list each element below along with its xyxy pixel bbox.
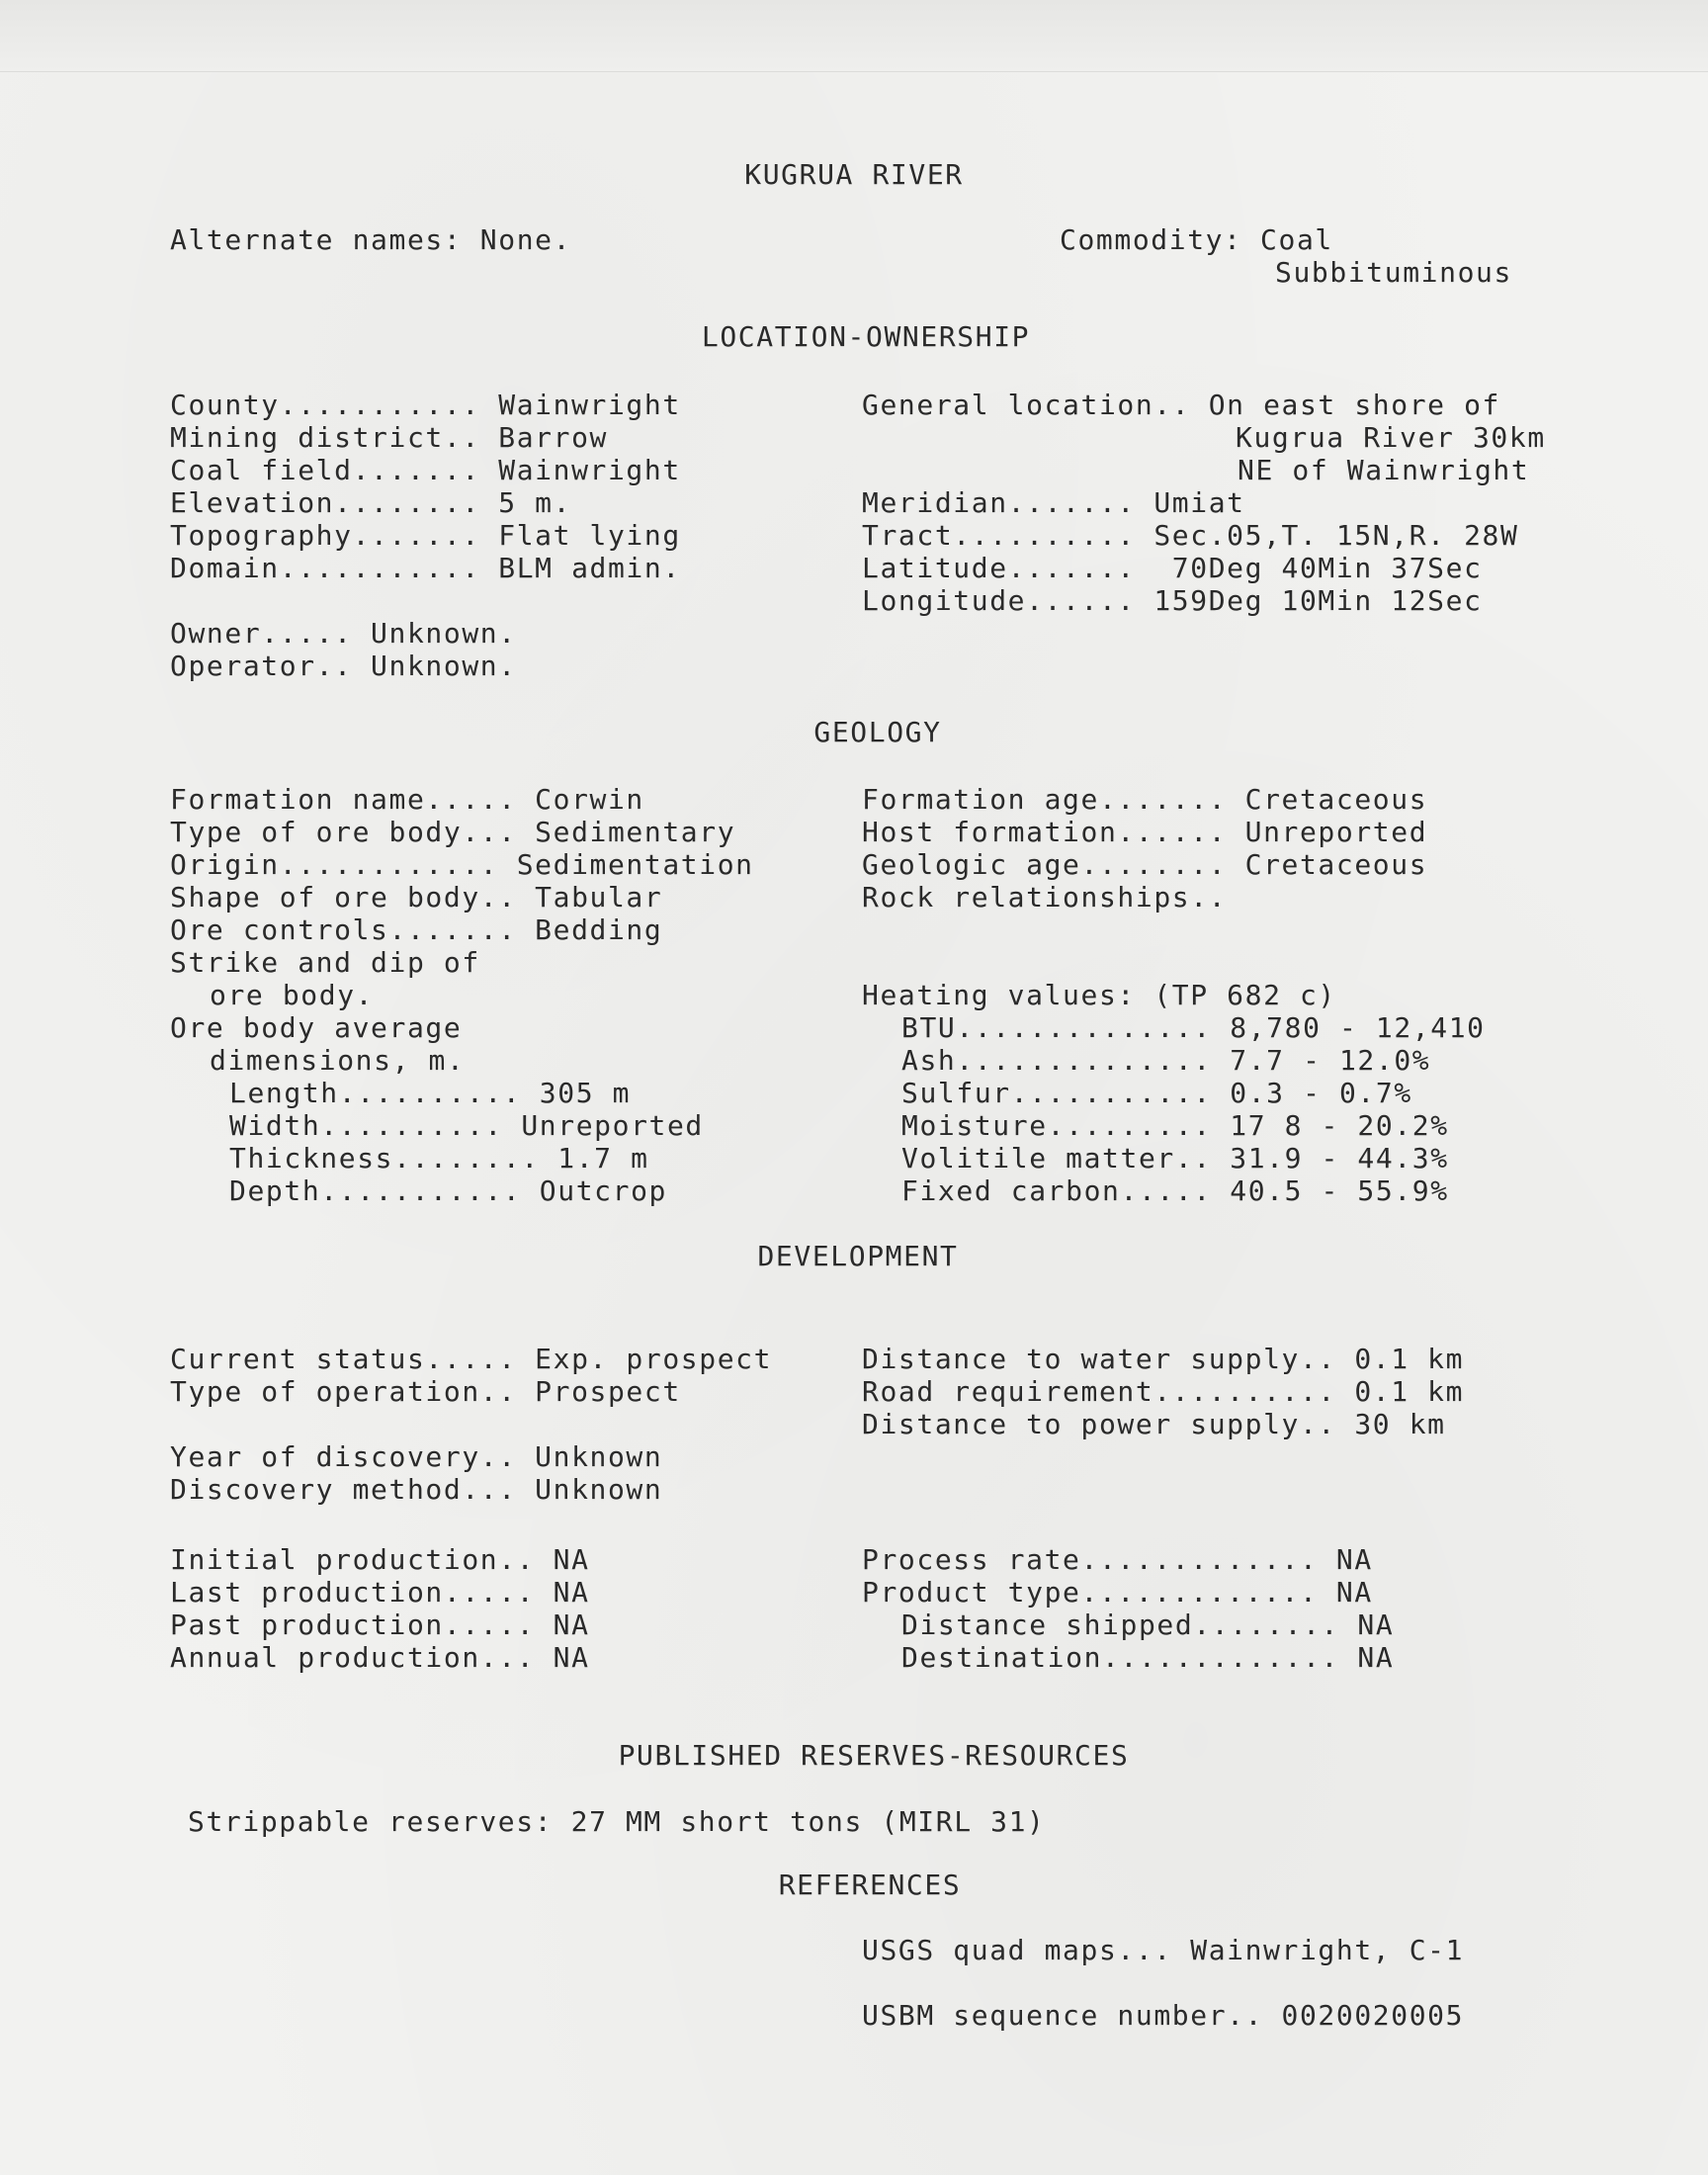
moisture: Moisture......... 17 8 - 20.2%: [901, 1109, 1449, 1142]
btu: BTU.............. 8,780 - 12,410: [901, 1011, 1486, 1044]
owner: Owner..... Unknown.: [170, 617, 517, 650]
current-status: Current status..... Exp. prospect: [170, 1343, 773, 1375]
usgs-quad-maps: USGS quad maps... Wainwright, C-1: [862, 1934, 1465, 1966]
formation-name: Formation name..... Corwin: [170, 783, 644, 816]
commodity: Commodity: Coal: [1060, 223, 1333, 256]
heating-values: Heating values: (TP 682 c): [862, 979, 1336, 1011]
host-formation: Host formation...... Unreported: [862, 816, 1428, 848]
origin: Origin............ Sedimentation: [170, 848, 754, 881]
mining-district: Mining district.. Barrow: [170, 421, 608, 454]
usbm-sequence-number: USBM sequence number.. 0020020005: [862, 1999, 1465, 2032]
length: Length.......... 305 m: [229, 1077, 632, 1109]
process-rate: Process rate............. NA: [862, 1543, 1373, 1576]
discovery-method: Discovery method... Unknown: [170, 1473, 663, 1506]
domain: Domain........... BLM admin.: [170, 552, 681, 584]
county: County........... Wainwright: [170, 389, 681, 421]
type-of-ore-body: Type of ore body... Sedimentary: [170, 816, 736, 848]
operator: Operator.. Unknown.: [170, 650, 517, 682]
general-location-line2: Kugrua River 30km: [1236, 421, 1546, 454]
thickness: Thickness........ 1.7 m: [229, 1142, 649, 1174]
topography: Topography....... Flat lying: [170, 519, 681, 552]
formation-age: Formation age....... Cretaceous: [862, 783, 1428, 816]
ore-controls: Ore controls....... Bedding: [170, 914, 663, 946]
section-heading-location: LOCATION-OWNERSHIP: [701, 320, 1031, 353]
distance-to-water-supply: Distance to water supply.. 0.1 km: [862, 1343, 1465, 1375]
general-location-line3: NE of Wainwright: [1238, 454, 1530, 486]
ore-body-dimensions: dimensions, m.: [210, 1044, 466, 1077]
geologic-age: Geologic age........ Cretaceous: [862, 848, 1428, 881]
strippable-reserves: Strippable reserves: 27 MM short tons (MIRL 31): [188, 1805, 1046, 1838]
strike-and-dip: Strike and dip of: [170, 946, 480, 979]
elevation: Elevation........ 5 m.: [170, 486, 572, 519]
distance-shipped: Distance shipped........ NA: [901, 1609, 1395, 1641]
page-title: KUGRUA RIVER: [744, 158, 964, 191]
latitude: Latitude....... 70Deg 40Min 37Sec: [862, 552, 1483, 584]
shape-of-ore-body: Shape of ore body.. Tabular: [170, 881, 663, 914]
distance-to-power-supply: Distance to power supply.. 30 km: [862, 1408, 1446, 1440]
last-production: Last production..... NA: [170, 1576, 590, 1609]
volatile-matter: Volitile matter.. 31.9 - 44.3%: [901, 1142, 1449, 1174]
commodity-type: Subbituminous: [1275, 256, 1512, 289]
past-production: Past production..... NA: [170, 1609, 590, 1641]
destination: Destination............. NA: [901, 1641, 1395, 1674]
sulfur: Sulfur........... 0.3 - 0.7%: [901, 1077, 1412, 1109]
section-heading-development: DEVELOPMENT: [757, 1240, 959, 1272]
depth: Depth........... Outcrop: [229, 1174, 667, 1207]
strike-and-dip-line2: ore body.: [210, 979, 375, 1011]
type-of-operation: Type of operation.. Prospect: [170, 1375, 681, 1408]
ore-body-average: Ore body average: [170, 1011, 463, 1044]
ash: Ash.............. 7.7 - 12.0%: [901, 1044, 1431, 1077]
initial-production: Initial production.. NA: [170, 1543, 590, 1576]
tract: Tract.......... Sec.05,T. 15N,R. 28W: [862, 519, 1519, 552]
rock-relationships: Rock relationships..: [862, 881, 1228, 914]
section-heading-reserves: PUBLISHED RESERVES-RESOURCES: [618, 1739, 1130, 1772]
section-heading-references: REFERENCES: [778, 1869, 962, 1901]
meridian: Meridian....... Umiat: [862, 486, 1245, 519]
fixed-carbon: Fixed carbon..... 40.5 - 55.9%: [901, 1174, 1449, 1207]
coal-field: Coal field....... Wainwright: [170, 454, 681, 486]
general-location: General location.. On east shore of: [862, 389, 1501, 421]
longitude: Longitude...... 159Deg 10Min 12Sec: [862, 584, 1483, 617]
section-heading-geology: GEOLOGY: [813, 716, 942, 748]
scan-top-edge: [0, 0, 1708, 72]
annual-production: Annual production... NA: [170, 1641, 590, 1674]
width: Width.......... Unreported: [229, 1109, 704, 1142]
year-of-discovery: Year of discovery.. Unknown: [170, 1440, 663, 1473]
alternate-names: Alternate names: None.: [170, 223, 572, 256]
road-requirement: Road requirement.......... 0.1 km: [862, 1375, 1465, 1408]
product-type: Product type............. NA: [862, 1576, 1373, 1609]
